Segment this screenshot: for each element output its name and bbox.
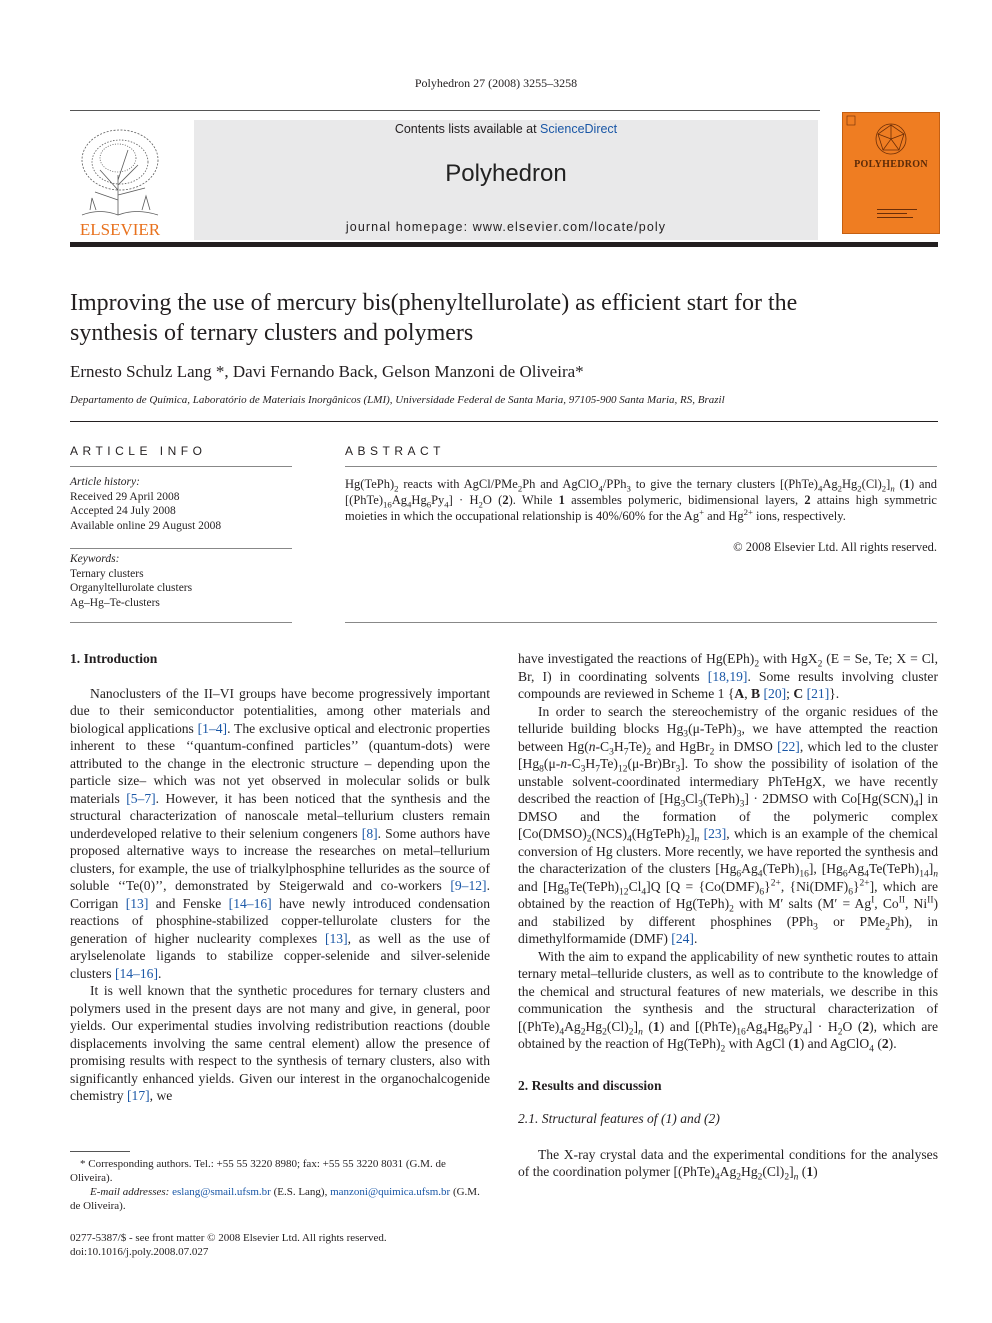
keywords-label: Keywords: [70,553,120,565]
email-owner: (G.M. de Oliveira). [70,1186,480,1212]
issn-line: 0277-5387/$ - see front matter © 2008 Elsevier Ltd. All rights reserved. [70,1232,387,1244]
author-list: Ernesto Schulz Lang *, Davi Fernando Back, Gelson Manzoni de Oliveira* [70,362,584,381]
abstract-rule [345,466,937,467]
article-history [70,475,292,533]
footnotes [70,1157,490,1213]
doi-line[interactable]: doi:10.1016/j.poly.2008.07.027 [70,1246,209,1258]
right-column [518,650,938,1181]
left-column [70,650,490,1105]
email-link-oliveira[interactable]: manzoni@quimica.ufsm.br [330,1186,451,1198]
keywords-block [70,552,292,610]
received-date: Received 29 April 2008 [70,490,180,503]
info-rule [70,466,292,467]
journal-name: Polyhedron [445,160,567,187]
intro-paragraph-4: With the aim to expand the applicability of new synthetic routes to attain ternary metal–telluride clusters, as well as to contribute to the knowledge of the chemical and structural features of new materials, we describe in this communication the synthesis and the structural characterization of $[(PhTe)_4Ag_2Hg_2(Cl)_2]_n$ (1) and $[(PhTe)_{16}Ag_4Hg_6Py_4] \cdot H_2O$ (2), which are obtained by the reaction of $Hg(TePh)_2$ with AgCl (1) and AgClO$_4$ (2). [518,948,938,1055]
polyhedron-icon [843,113,939,157]
journal-citation: Polyhedron 27 (2008) 3255–3258 [414,76,578,90]
svg-text:ELSEVIER: ELSEVIER [79,220,161,239]
info-bottom-rule [70,622,292,623]
history-label: Article history: [70,476,140,488]
front-matter [70,1231,490,1259]
section-heading-results: 2. Results and discussion [518,1077,662,1093]
intro-paragraph-3: In order to search the stereochemistry of the organic residues of the telluride building blocks $Hg_3(\mu-TePh)_3$, we have attempted the reaction between $Hg(n-C_3H_7Te)_2$ and HgBr$_2$ in DMSO [22], which led to the cluster $[Hg_8(\mu-n-C_3H_7Te)_{12}(\mu-Br)Br_3]$. To show the possibility of isolation of the unstable solvent-coordinated intermediary PhTeHgX, we have recently described the reaction of $[Hg_3Cl_3(TePh)_3]$ · 2DMSO with $Co[Hg(SCN)_4]$ in DMSO and the formation of the polymeric complex $[Co(DMSO)_2(NCS)_4(HgTePh)_2]_n$ [23], which is an example of the chemical conversion of Hg clusters. More recently, we have reported the synthesis and the characterization of the clusters $[Hg_6Ag_4(TePh)_{16}]$, $[Hg_6Ag_4Te(TePh)_{14}]_n$ and $[Hg_8Te(TePh)_{12}Cl_4]Q$ [$Q = \{Co(DMF)_6\}^{2+}$, $\{Ni(DMF)_6\}^{2+}$], which are obtained by the reaction of $Hg(TePh)_2$ with M′ salts ($M' = Ag^I$, $Co^{II}$, $Ni^{II}$) and stabilized by different phosphines (PPh$_3$ or PMe$_2$Ph), in dimethylformamide (DMF) [24]. [518,703,939,946]
cover-title: POLYHEDRON [854,159,928,170]
copyright-notice: © 2008 Elsevier Ltd. All rights reserved. [733,540,937,554]
contents-line [194,122,818,136]
email-label: E-mail addresses: [90,1186,170,1198]
email-link-lang[interactable]: eslang@smail.ufsm.br [172,1186,271,1198]
header-rule [70,110,820,111]
results-paragraph-1: The X-ray crystal data and the experimental conditions for the analyses of the coordination polymer $[(PhTe)_4Ag_2Hg_2(Cl)_2]_n$ (1) [518,1146,938,1183]
article-info-heading: ARTICLE INFO [70,444,207,458]
accepted-date: Accepted 24 July 2008 [70,505,176,517]
online-date: Available online 29 August 2008 [70,519,222,532]
article-title: Improving the use of mercury bis(phenyltellurolate) as efficient start for the synthesis of ternary clusters and polymers [70,290,798,346]
footnote-rule [70,1151,130,1152]
journal-cover[interactable] [842,112,940,234]
contents-prefix: Contents lists available at [394,122,541,136]
affiliation: Departamento de Química, Laboratório de Materiais Inorgânicos (LMI), Universidade Federal de Santa Maria, 97105-900 Santa Maria, RS, Brazil [70,394,725,406]
journal-homepage[interactable]: journal homepage: www.elsevier.com/locate/poly [345,220,667,234]
abstract-text: $Hg(TePh)_2$ reacts with AgCl/PMe$_2$Ph and AgClO$_4$/PPh$_3$ to give the ternary clusters $[(PhTe)_4Ag_2Hg_2(Cl)_2]_n$ (1) and $[(PhTe)_{16}Ag_4Hg_6Py_4] \cdot H_2O$ (2). While 1 assembles polymeric, bidimensional layers, 2 attains high symmetric moieties in which the occupational relationship is 40%/60% for the Ag+ and $Hg^{2+}$ ions, respectively. [345,477,938,524]
abstract-bottom-rule [345,622,937,623]
sciencedirect-link[interactable]: ScienceDirect [540,122,618,136]
elsevier-logo[interactable] [70,120,170,240]
masthead [70,112,938,242]
intro-paragraph-2-cont: have investigated the reactions of $Hg(EPh)_2$ with HgX$_2$ (E = Se, Te; X = Cl, Br, I) in coordinating solvents [18,19]. Some results involving cluster compounds are reviewed in Scheme 1 {A, B [20]; C [21]}. [518,651,938,701]
elsevier-tree-icon [70,120,170,240]
abstract-heading: ABSTRACT [345,444,446,458]
masthead-rule [70,242,938,247]
journal-banner [194,120,818,240]
corresponding-footnote: * Corresponding authors. Tel.: +55 55 3220 8980; fax: +55 55 3220 8031 (G.M. de Oliveira). [70,1158,446,1184]
keyword: Organyltellurolate clusters [70,582,193,594]
intro-paragraph-1: Nanoclusters of the II–VI groups have become progressively important due to their semiconductor potentialities, among other materials and biological applications [1–4]. The exclusive optical and electronic properties inherent to these ‘‘quantum-confined particles’’ (quantum-dots) were attributed to the change in the electronic structure – depending upon the particle size– which was not yet observed in molecular solids or bulk materials [5–7]. However, it has been noticed that the synthesis and the structural characterization of nanoscale metal–tellurium clusters remain underdeveloped relative to their selenium congeners [8]. Some authors have proposed alternative ways to increase the researches on metal–tellurium clusters, for example, the use of trialkylphosphine tellurides as the source of soluble ‘‘Te(0)’’, demonstrated by Steigerwald and co-workers [9–12]. Corrigan [13] and Fenske [14–16] have newly introduced condensation reactions of phosphine-stabilized copper-tellurolate clusters for the generation of higher nuclearity complexes [13], as well as the use of arylselenolate ligands to stabilize copper-selenide and silver-selenide clusters [14–16]. [70,685,490,981]
intro-paragraph-2: It is well known that the synthetic procedures for ternary clusters and polymers used in the present days are not many and give, in general, poor yields. Our experimental studies involving redistribution reactions (double displacements involving the same central element) allow the presence of promising results with respect to the synthesis of ternary clusters, also with significantly enhanced yields. Given our interest in the organochalcogenide chemistry [17], we [70,983,490,1103]
subsection-heading-structural: 2.1. Structural features of (1) and (2) [518,1111,720,1126]
email-owner: (E.S. Lang), [273,1186,328,1198]
keyword: Ternary clusters [70,567,144,580]
keyword: Ag–Hg–Te-clusters [70,596,160,609]
section-heading-introduction: 1. Introduction [70,651,158,666]
keywords-rule [70,548,292,549]
email-footnote [70,1185,490,1213]
title-rule [70,421,938,422]
